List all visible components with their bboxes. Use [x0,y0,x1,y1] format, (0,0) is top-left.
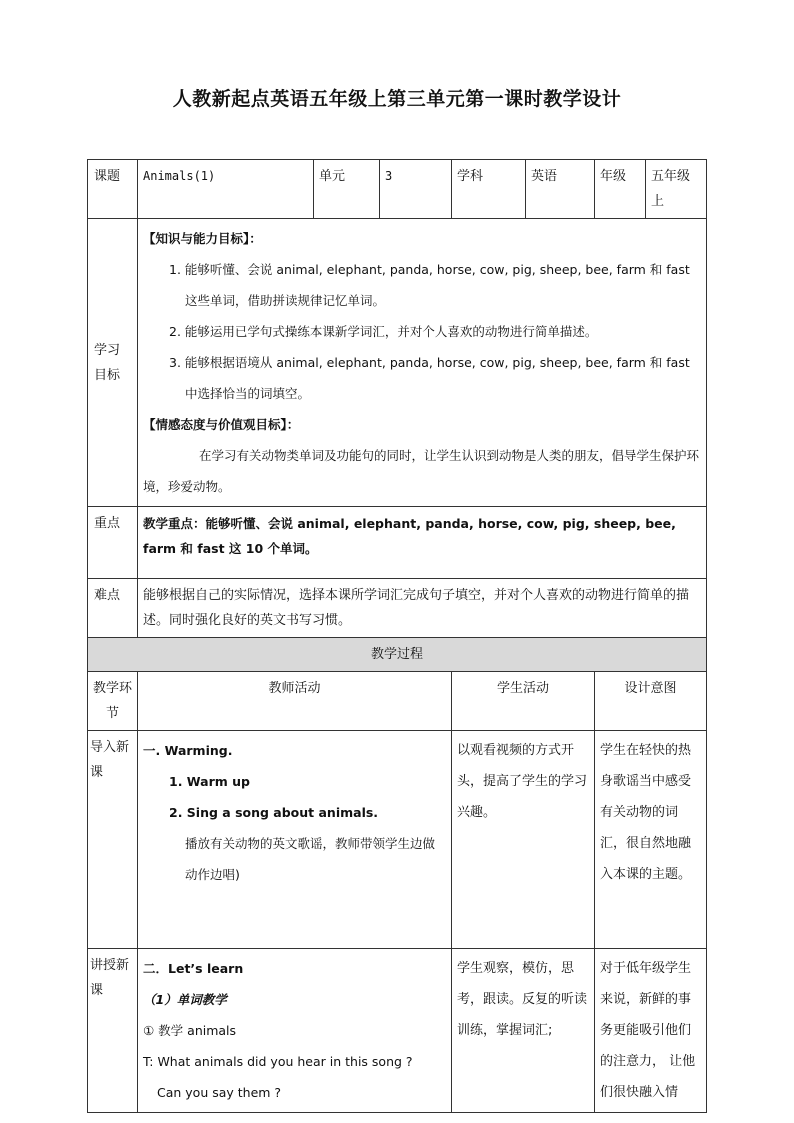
topic-value: Animals(1) [138,160,314,219]
topic-label: 课题 [88,160,138,219]
stage2-student: 学生观察，模仿，思考，跟读。反复的听读训练，掌握词汇; [452,949,595,1113]
key-point-text: 教学重点：能够听懂、会说 animal, elephant, panda, horse, cow, pig, sheep, bee, farm 和 fast 这 10 个单词。 [138,507,707,579]
unit-value: 3 [380,160,452,219]
stage2-sub: （1）单词教学 [143,992,227,1007]
difficulty-text: 能够根据自己的实际情况，选择本课所学词汇完成句子填空，并对个人喜欢的动物进行简单的描述。同时强化良好的英文书写习惯。 [138,579,707,638]
subject-label: 学科 [452,160,526,219]
emotion-heading: 【情感态度与价值观目标】： [143,417,300,432]
stage1-note: 播放有关动物的英文歌谣，教师带领学生边做动作边唱) [185,836,436,882]
stage2-q2: Can you say them ? [157,1085,282,1100]
stage1-name: 导入新课 [88,731,138,949]
emotion-text: 在学习有关动物类单词及功能句的同时，让学生认识到动物是人类的朋友，倡导学生保护环境，珍爱动物。 [143,448,700,494]
stage1-student: 以观看视频的方式开头，提高了学生的学习兴趣。 [452,731,595,949]
stage2-heading: 二．Let’s learn [143,961,244,976]
objective-item-2: 2. 能够运用已学句式操练本课新学词汇，并对个人喜欢的动物进行简单描述。 [169,324,598,339]
stage2-q1: T: What animals did you hear in this song ? [143,1054,413,1069]
objective-item-3: 3. 能够根据语境从 animal, elephant, panda, horse, cow, pig, sheep, bee, farm 和 fast 中选择恰当的词填空。 [169,355,690,401]
stage1-step1: 1. Warm up [169,774,250,789]
lesson-plan-table [87,159,707,1113]
stage2-intent: 对于低年级学生来说，新鲜的事务更能吸引他们的注意力， 让他们很快融入情 [595,949,707,1113]
key-point-label: 重点 [88,507,138,579]
difficulty-label: 难点 [88,579,138,638]
process-heading: 教学过程 [88,638,707,672]
objective-item-1: 1. 能够听懂、会说 animal, elephant, panda, horse, cow, pig, sheep, bee, farm 和 fast 这些单词，借助拼读规律记忆单词。 [169,262,690,308]
col-teacher: 教师活动 [138,672,452,731]
subject-value: 英语 [526,160,595,219]
stage2-item1: ① 教学 animals [143,1023,237,1038]
col-intent: 设计意图 [595,672,707,731]
unit-label: 单元 [314,160,380,219]
stage1-step2: 2. Sing a song about animals. [169,805,379,820]
col-stage: 教学环节 [88,672,138,731]
grade-label: 年级 [595,160,646,219]
stage1-intent: 学生在轻快的热身歌谣当中感受有关动物的词汇，很自然地融入本课的主题。 [595,731,707,949]
col-student: 学生活动 [452,672,595,731]
page-title: 人教新起点英语五年级上第三单元第一课时教学设计 [172,88,622,110]
stage2-name: 讲授新课 [88,949,138,1113]
objectives-label: 学习目标 [88,219,138,507]
knowledge-heading: 【知识与能力目标】： [143,231,262,246]
stage1-heading: 一. Warming. [143,743,233,758]
grade-value: 五年级上 [646,160,707,219]
